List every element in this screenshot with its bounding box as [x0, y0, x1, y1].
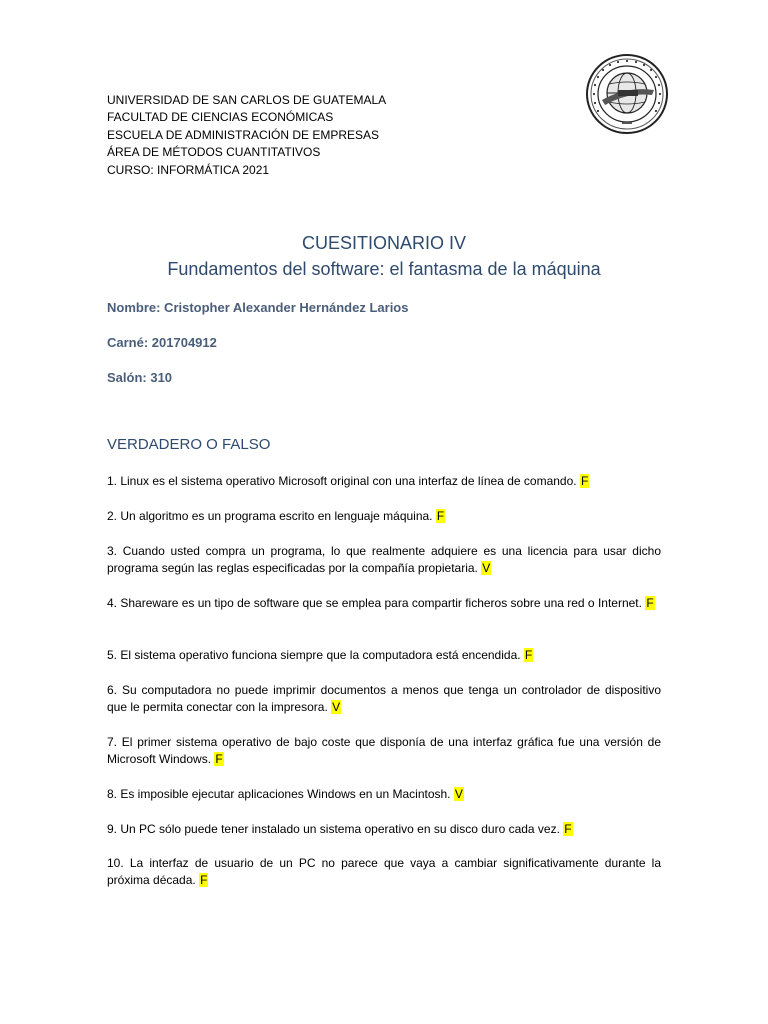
answer-badge: F: [580, 474, 589, 488]
answer-badge: V: [332, 700, 341, 714]
question-item: [107, 682, 661, 716]
student-id: Carné: 201704912: [107, 335, 217, 350]
question-item: [107, 855, 661, 889]
question-item: [107, 647, 661, 664]
student-classroom: Salón: 310: [107, 370, 173, 385]
question-item: [107, 595, 661, 612]
header-university: UNIVERSIDAD DE SAN CARLOS DE GUATEMALA: [107, 93, 387, 107]
header-school: ESCUELA DE ADMINISTRACIÓN DE EMPRESAS: [107, 127, 380, 142]
question-text: 3. Cuando usted compra un programa, lo que realmente adquiere es una licencia para usar dicho programa según las reglas especificadas por la compañía propietaria.: [107, 544, 661, 575]
answer-badge: F: [200, 873, 208, 887]
question-text: 4. Shareware es un tipo de software que se emplea para compartir ficheros sobre una red o Internet.: [107, 596, 642, 610]
institution-header: [107, 92, 527, 179]
question-text: 1. Linux es el sistema operativo Microsoft original con una interfaz de línea de comando.: [107, 474, 577, 488]
question-item: [107, 473, 661, 490]
header-area: ÁREA DE MÉTODOS CUANTITATIVOS: [107, 145, 321, 160]
header-course: CURSO: INFORMÁTICA 2021: [107, 162, 270, 177]
answer-badge: F: [564, 822, 572, 836]
answer-badge: F: [646, 596, 654, 610]
answer-badge: F: [436, 509, 445, 523]
page-subtitle: Fundamentos del software: el fantasma de la máquina: [167, 259, 601, 279]
question-text: 7. El primer sistema operativo de bajo coste que disponía de una interfaz gráfica fue una versión de Microsoft Windows.: [107, 735, 661, 766]
question-item: [107, 543, 661, 577]
answer-badge: F: [524, 648, 533, 662]
question-item: [107, 821, 661, 838]
question-item: [107, 786, 661, 803]
question-text: 9. Un PC sólo puede tener instalado un sistema operativo en su disco duro cada vez.: [107, 822, 560, 836]
question-item: [107, 508, 661, 525]
university-seal-icon: [578, 50, 680, 136]
answer-badge: V: [454, 787, 463, 801]
question-text: 10. La interfaz de usuario de un PC no parece que vaya a cambiar significativamente durante la próxima década.: [107, 856, 661, 887]
student-name: Nombre: Cristopher Alexander Hernández Larios: [107, 300, 409, 315]
question-text: 5. El sistema operativo funciona siempre que la computadora está encendida.: [107, 648, 521, 662]
question-text: 6. Su computadora no puede imprimir documentos a menos que tenga un controlador de dispositivo que le permita conectar con la impresora.: [107, 683, 661, 714]
answer-badge: V: [482, 561, 491, 575]
answer-badge: F: [215, 752, 223, 766]
question-text: 8. Es imposible ejecutar aplicaciones Windows en un Macintosh.: [107, 787, 451, 801]
question-item: [107, 734, 661, 768]
question-text: 2. Un algoritmo es un programa escrito en lenguaje máquina.: [107, 509, 433, 523]
header-faculty: FACULTAD DE CIENCIAS ECONÓMICAS: [107, 110, 334, 125]
section-heading: VERDADERO O FALSO: [107, 436, 271, 453]
page-title: CUESITIONARIO IV: [301, 233, 467, 253]
